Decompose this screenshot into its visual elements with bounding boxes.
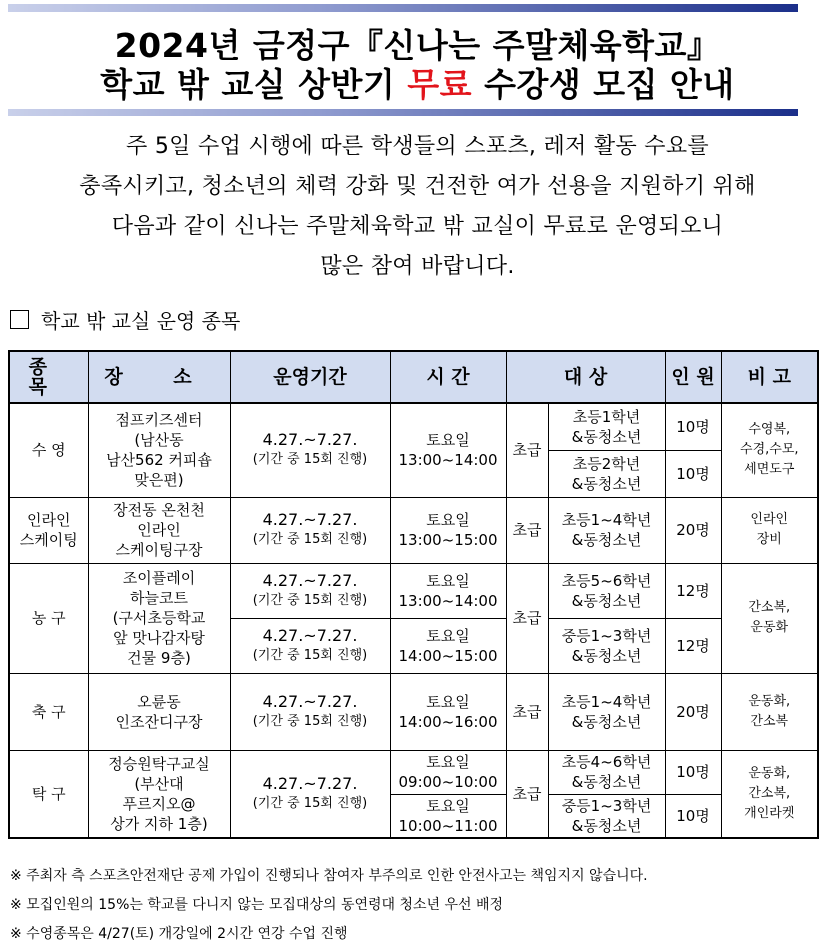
target-cell xyxy=(548,750,665,794)
target-cell xyxy=(548,618,665,673)
time-cell xyxy=(390,618,506,673)
note-line: 수경,수모, xyxy=(740,442,799,458)
period-note: (기간 중 15회 진행) xyxy=(252,532,368,547)
note-line: 운동화, xyxy=(748,693,791,709)
header-period: 운영기간 xyxy=(230,351,390,403)
target-line: 초등1~4학년 xyxy=(561,511,652,529)
note-line: 간소복, xyxy=(748,785,791,801)
note-line: 운동화, xyxy=(748,765,791,781)
title-line2-suffix: 수강생 모집 안내 xyxy=(484,65,735,104)
time-day: 토요일 xyxy=(426,511,470,529)
target-line: &동청소년 xyxy=(571,816,642,835)
time-cell xyxy=(390,497,506,563)
place-line: (구서초등학교 xyxy=(112,609,206,627)
table-row xyxy=(9,563,818,618)
place-line: 오륜동 xyxy=(137,692,181,711)
section-heading xyxy=(10,305,240,334)
period-cell xyxy=(230,673,390,750)
sport-cell: 농 구 xyxy=(9,563,88,673)
place-line: 정승원탁구교실 xyxy=(108,754,210,773)
target-cell xyxy=(548,673,665,750)
target-line: 중등1~3학년 xyxy=(561,796,652,815)
capacity-cell: 10명 xyxy=(665,450,721,497)
sport-cell: 축 구 xyxy=(9,673,88,750)
capacity-cell: 20명 xyxy=(665,497,721,563)
note-line: 간소복, xyxy=(748,600,791,615)
place-line: 스케이팅구장 xyxy=(115,541,203,559)
time-cell xyxy=(390,750,506,794)
period-note: (기간 중 15회 진행) xyxy=(252,713,368,729)
table-row xyxy=(9,750,818,794)
note-cell xyxy=(721,673,818,750)
header-sport: 종 목 xyxy=(9,351,88,403)
level-cell: 초급 xyxy=(506,497,548,563)
period-dates: 4.27.~7.27. xyxy=(262,430,358,450)
time-cell xyxy=(390,563,506,618)
header-place: 장 소 xyxy=(88,351,230,403)
target-cell xyxy=(548,794,665,838)
target-line: &동청소년 xyxy=(571,427,642,446)
period-dates: 4.27.~7.27. xyxy=(262,570,358,590)
note-line: 세면도구 xyxy=(744,462,795,478)
period-dates: 4.27.~7.27. xyxy=(262,691,358,711)
note-cell xyxy=(721,563,818,673)
note-cell xyxy=(721,497,818,563)
page-title-line1: 2024년 금정구『신나는 주말체육학교』 xyxy=(114,26,721,65)
place-line: 조이플레이 xyxy=(122,569,196,587)
note-line: 수영복, xyxy=(748,422,791,438)
header-note: 비 고 xyxy=(721,351,818,403)
target-line: &동청소년 xyxy=(571,591,642,610)
place-cell xyxy=(88,497,230,563)
period-dates: 4.27.~7.27. xyxy=(262,773,358,793)
header-time: 시 간 xyxy=(390,351,506,403)
time-day: 토요일 xyxy=(426,626,470,645)
header-target: 대 상 xyxy=(506,351,665,403)
level-cell: 초급 xyxy=(506,563,548,673)
time-range: 13:00~14:00 xyxy=(398,451,498,470)
table-row xyxy=(9,497,818,563)
note-line: 장비 xyxy=(756,532,782,547)
intro-line: 충족시키고, 청소년의 체력 강화 및 건전한 여가 선용을 지원하기 위해 xyxy=(79,174,756,199)
place-line: (부산대 xyxy=(134,774,184,793)
time-range: 14:00~15:00 xyxy=(398,646,498,665)
sport-cell xyxy=(9,497,88,563)
time-range: 10:00~11:00 xyxy=(398,816,498,835)
target-line: &동청소년 xyxy=(571,646,642,665)
place-line: 점프키즈센터 xyxy=(115,411,203,430)
title-line2-prefix: 학교 밖 교실 상반기 xyxy=(100,65,396,104)
target-line: &동청소년 xyxy=(571,531,642,549)
footnotes xyxy=(10,862,648,949)
period-dates: 4.27.~7.27. xyxy=(262,510,358,529)
intro-line: 다음과 같이 신나는 주말체육학교 밖 교실이 무료로 운영되오니 xyxy=(111,214,724,239)
note-cell xyxy=(721,403,818,497)
sport-cell: 탁 구 xyxy=(9,750,88,838)
time-cell xyxy=(390,673,506,750)
place-cell xyxy=(88,563,230,673)
period-cell xyxy=(230,497,390,563)
schedule-table xyxy=(8,350,819,839)
time-day: 토요일 xyxy=(426,571,470,590)
period-note: (기간 중 15회 진행) xyxy=(252,647,368,663)
time-range: 13:00~15:00 xyxy=(398,531,498,549)
place-line: (남산동 xyxy=(134,431,184,450)
note-line: 개인라켓 xyxy=(744,805,795,821)
capacity-cell: 10명 xyxy=(665,794,721,838)
place-cell xyxy=(88,673,230,750)
period-cell xyxy=(230,618,390,673)
target-line: 초등1학년 xyxy=(572,407,641,426)
target-cell xyxy=(548,403,665,450)
note-line: 인라인 xyxy=(750,512,789,527)
target-line: 초등4~6학년 xyxy=(561,753,652,771)
place-cell xyxy=(88,403,230,497)
time-day: 토요일 xyxy=(426,692,470,711)
place-line: 맞은편) xyxy=(134,471,184,490)
capacity-cell: 10명 xyxy=(665,403,721,450)
checkbox-square-icon xyxy=(10,310,29,329)
time-range: 09:00~10:00 xyxy=(398,773,498,791)
target-line: 초등1~4학년 xyxy=(561,692,652,711)
period-note: (기간 중 15회 진행) xyxy=(252,452,368,468)
note-cell xyxy=(721,750,818,838)
level-cell: 초급 xyxy=(506,403,548,497)
period-cell xyxy=(230,403,390,497)
place-cell xyxy=(88,750,230,838)
place-line: 인라인 xyxy=(137,521,181,539)
table-header-row xyxy=(9,351,818,403)
intro-paragraph xyxy=(0,127,835,287)
title-free-highlight: 무료 xyxy=(407,65,473,104)
target-cell xyxy=(548,497,665,563)
period-note: (기간 중 15회 진행) xyxy=(252,795,368,811)
time-range: 13:00~14:00 xyxy=(398,591,498,610)
intro-line: 많은 참여 바랍니다. xyxy=(320,254,515,279)
time-day: 토요일 xyxy=(426,796,470,815)
time-cell xyxy=(390,403,506,497)
place-line: 앞 맛나감자탕 xyxy=(113,629,205,647)
sport-line: 인라인 xyxy=(27,511,71,529)
footnote: ※ 수영종목은 4/27(토) 개강일에 2시간 연강 수업 진행 xyxy=(10,926,348,942)
place-line: 장전동 온천천 xyxy=(113,501,205,519)
time-range: 14:00~16:00 xyxy=(398,712,498,731)
target-line: 중등1~3학년 xyxy=(561,626,652,645)
intro-line: 주 5일 수업 시행에 따른 학생들의 스포츠, 레저 활동 수요를 xyxy=(126,134,709,159)
capacity-cell: 12명 xyxy=(665,563,721,618)
page-title-line2 xyxy=(0,59,835,106)
place-line: 상가 지하 1층) xyxy=(110,814,208,833)
note-line: 운동화 xyxy=(750,620,789,635)
header-capacity: 인 원 xyxy=(665,351,721,403)
table-row xyxy=(9,403,818,450)
target-cell xyxy=(548,563,665,618)
place-line: 푸르지오@ xyxy=(122,794,196,813)
section-title: 학교 밖 교실 운영 종목 xyxy=(41,309,241,333)
title-bottom-bar xyxy=(8,109,798,116)
target-line: 초등5~6학년 xyxy=(561,571,652,590)
target-line: &동청소년 xyxy=(571,474,642,493)
period-cell xyxy=(230,750,390,838)
place-line: 하늘코트 xyxy=(130,589,188,607)
target-cell xyxy=(548,450,665,497)
footnote: ※ 주최자 측 스포츠안전재단 공제 가입이 진행되나 참여자 부주의로 인한 안전사고는 책임지지 않습니다. xyxy=(10,868,648,884)
target-line: &동청소년 xyxy=(571,712,642,731)
capacity-cell: 10명 xyxy=(665,750,721,794)
footnote: ※ 모집인원의 15%는 학교를 다니지 않는 모집대상의 동연령대 청소년 우선 배정 xyxy=(10,897,504,913)
period-cell xyxy=(230,563,390,618)
place-line: 인조잔디구장 xyxy=(115,712,203,731)
title-top-bar xyxy=(8,4,798,12)
note-line: 간소복 xyxy=(750,713,789,729)
level-cell: 초급 xyxy=(506,673,548,750)
place-line: 건물 9층) xyxy=(127,649,191,667)
target-line: &동청소년 xyxy=(571,773,642,791)
table-row xyxy=(9,673,818,750)
sport-cell: 수 영 xyxy=(9,403,88,497)
target-line: 초등2학년 xyxy=(572,454,641,473)
capacity-cell: 20명 xyxy=(665,673,721,750)
level-cell: 초급 xyxy=(506,750,548,838)
time-day: 토요일 xyxy=(426,431,470,450)
period-note: (기간 중 15회 진행) xyxy=(252,592,368,608)
sport-line: 스케이팅 xyxy=(19,531,78,549)
place-line: 남산562 커피숍 xyxy=(106,451,212,470)
capacity-cell: 12명 xyxy=(665,618,721,673)
period-dates: 4.27.~7.27. xyxy=(262,625,358,645)
time-day: 토요일 xyxy=(426,753,470,771)
time-cell xyxy=(390,794,506,838)
